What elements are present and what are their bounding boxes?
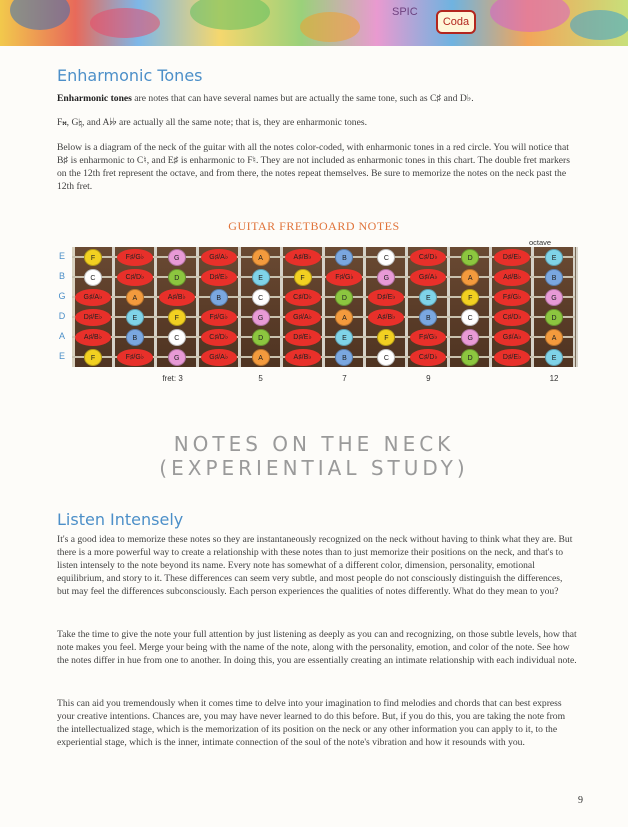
note-marker: D: [168, 269, 186, 286]
note-marker: A: [252, 249, 270, 266]
note-marker: D: [335, 289, 353, 306]
note-marker: G: [168, 249, 186, 266]
note-marker: E: [126, 309, 144, 326]
fret-wire: [322, 247, 325, 367]
string-label: G: [58, 291, 66, 301]
chapter-subtitle: (EXPERIENTIAL STUDY): [159, 456, 469, 480]
enharmonic-note-marker: A♯/B♭: [368, 309, 404, 326]
body-paragraph: It's a good idea to memorize these notes so they are instantaneously recognized on the neck without having to think what they are. But there is a more powerful way to create a relationship with these notes than to just memorize their positions on the neck, and that's to listen intensely to the note beyond its name. Every note has somewhat of a different color, dimension, personality, emotional equilibrium, and story to it. These differences can seem very subtle, and most people do not consciously distinguish the differences, but may feel the differences subconsciously. Each person experiences the qualities of notes differently. What do they mean to you?: [57, 534, 573, 597]
fret-wire: [238, 247, 241, 367]
string-label: E: [58, 351, 65, 361]
enharmonic-note-marker: D♯/E♭: [201, 269, 237, 286]
section-heading: Enharmonic Tones: [57, 66, 203, 85]
string-label: B: [58, 271, 65, 281]
enharmonic-note-marker: D♯/E♭: [494, 249, 530, 266]
note-marker: G: [377, 269, 395, 286]
chapter-title: NOTES ON THE NECK: [173, 432, 455, 456]
section-heading: Listen Intensely: [57, 510, 184, 529]
fret-wire: [573, 247, 578, 367]
enharmonic-note-marker: F♯/G♭: [117, 249, 153, 266]
diagram-description: Below is a diagram of the neck of the guitar with all the notes color-coded, with enharmonic tones in a red circle. You will notice that B♯ is enharmonic to C♮, and E♯ is enharmonic to F♮. They are not included as enharmonic tones in this chart. The double fret markers on the 12th fret represent the octave, and from there, the notes repeat themselves. Be sure to memorize the notes on the neck past the 12th fret.: [57, 142, 570, 192]
fret-wire: [405, 247, 408, 367]
guitar-neck: [72, 247, 578, 367]
note-marker: C: [168, 329, 186, 346]
note-marker: C: [461, 309, 479, 326]
note-marker: C: [252, 289, 270, 306]
enharmonic-note-marker: C♯/D♭: [285, 289, 321, 306]
decorative-banner: [0, 0, 628, 46]
scribble-shape: [570, 10, 628, 40]
note-marker: A: [335, 309, 353, 326]
enharmonic-note-marker: C♯/D♭: [494, 309, 530, 326]
enharmonic-note-marker: C♯/D♭: [117, 269, 153, 286]
string-label: E: [58, 251, 65, 261]
note-marker: G: [461, 329, 479, 346]
enharmonic-note-marker: C♯/D♭: [201, 329, 237, 346]
note-marker: E: [545, 349, 563, 366]
note-marker: B: [126, 329, 144, 346]
enharmonic-note-marker: A♯/B♭: [494, 269, 530, 286]
enharmonic-note-marker: F♯/G♭: [201, 309, 237, 326]
scribble-shape: [190, 0, 270, 30]
fret-wire: [154, 247, 157, 367]
fret-wire: [112, 247, 115, 367]
enharmonic-note-marker: A♯/B♭: [285, 349, 321, 366]
enharmonic-note-marker: G♯/A♭: [201, 249, 237, 266]
note-marker: F: [461, 289, 479, 306]
note-marker: G: [545, 289, 563, 306]
enharmonic-note-marker: A♯/B♭: [159, 289, 195, 306]
scribble-shape: [10, 0, 70, 30]
note-marker: B: [210, 289, 228, 306]
note-marker: E: [545, 249, 563, 266]
fretboard-title: GUITAR FRETBOARD NOTES: [228, 219, 400, 233]
scribble-shape: [300, 12, 360, 42]
enharmonic-note-marker: F♯/G♭: [117, 349, 153, 366]
note-marker: F: [84, 249, 102, 266]
body-paragraph: Take the time to give the note your full attention by just listening as deeply as you can and recognizing, on those subtle levels, how that note makes you feel. Merge your being with the name of the note, along with the personality, emotion, and color of the note. See how the notes differ in hue from one to another. In doing this, you are essentially creating an intimate relationship with each individual note.: [57, 629, 577, 666]
note-marker: B: [335, 349, 353, 366]
bold-term: Enharmonic tones: [57, 93, 132, 104]
note-marker: D: [545, 309, 563, 326]
enharmonic-example: F𝄪, G♮, and A♭♭ are actually all the same note; that is, they are enharmonic tones.: [57, 117, 367, 128]
enharmonic-note-marker: G♯/A♭: [410, 269, 446, 286]
enharmonic-note-marker: G♯/A♭: [75, 289, 111, 306]
enharmonic-note-marker: D♯/E♭: [368, 289, 404, 306]
fret-wire: [196, 247, 199, 367]
note-marker: A: [461, 269, 479, 286]
fret-number: fret: 3: [162, 374, 183, 383]
fret-number: 5: [258, 374, 263, 383]
definition-text: are notes that can have several names but are actually the same tone, such as C♯ and D♭.: [131, 93, 474, 104]
note-marker: F: [168, 309, 186, 326]
note-marker: F: [84, 349, 102, 366]
note-marker: A: [545, 329, 563, 346]
enharmonic-note-marker: D♯/E♭: [494, 349, 530, 366]
enharmonic-note-marker: A♯/B♭: [285, 249, 321, 266]
enharmonic-note-marker: G♯/A♭: [494, 329, 530, 346]
note-marker: B: [335, 249, 353, 266]
body-paragraph: This can aid you tremendously when it comes time to delve into your imagination to find melodies and chords that can best express your creative intentions. Chances are, you may have never learned to do this before. But, if you do this, you are taking the note from the intellectualized stage, which is the memorization of its position on the neck or any other information you can apply to it, to the experiential stage, which is the inner, intimate connection of the soul of the note's vibration and how it resounds with you.: [57, 698, 566, 748]
scribble-shape: [490, 0, 570, 32]
enharmonic-note-marker: D♯/E♭: [75, 309, 111, 326]
fret-wire: [447, 247, 450, 367]
banner-word: SPIC: [392, 6, 418, 18]
enharmonic-note-marker: A♯/B♭: [75, 329, 111, 346]
enharmonic-definition: [57, 92, 577, 105]
fret-wire: [363, 247, 366, 367]
enharmonic-note-marker: C♯/D♭: [410, 249, 446, 266]
octave-label: octave: [529, 238, 552, 247]
fret-number: 12: [549, 374, 559, 383]
note-marker: E: [252, 269, 270, 286]
note-marker: D: [461, 249, 479, 266]
enharmonic-note-marker: G♯/A♭: [201, 349, 237, 366]
fret-number: 7: [342, 374, 347, 383]
enharmonic-note-marker: F♯/G♭: [494, 289, 530, 306]
note-marker: F: [377, 329, 395, 346]
enharmonic-note-marker: F♯/G♭: [326, 269, 362, 286]
enharmonic-note-marker: G♯/A♭: [285, 309, 321, 326]
note-marker: G: [168, 349, 186, 366]
fret-wire: [280, 247, 283, 367]
enharmonic-note-marker: F♯/G♭: [410, 329, 446, 346]
note-marker: F: [294, 269, 312, 286]
fret-wire: [531, 247, 534, 367]
note-marker: G: [252, 309, 270, 326]
page-number: 9: [578, 795, 583, 806]
enharmonic-note-marker: D♯/E♭: [285, 329, 321, 346]
note-marker: C: [377, 249, 395, 266]
note-marker: C: [377, 349, 395, 366]
string-label: A: [58, 331, 65, 341]
note-marker: B: [419, 309, 437, 326]
fret-wire: [489, 247, 492, 367]
string-label: D: [58, 311, 66, 321]
note-marker: D: [252, 329, 270, 346]
note-marker: A: [252, 349, 270, 366]
enharmonic-note-marker: C♯/D♭: [410, 349, 446, 366]
coda-sign: Coda: [436, 10, 476, 34]
note-marker: A: [126, 289, 144, 306]
note-marker: D: [461, 349, 479, 366]
note-marker: C: [84, 269, 102, 286]
fret-number: 9: [426, 374, 431, 383]
note-marker: E: [335, 329, 353, 346]
note-marker: E: [419, 289, 437, 306]
scribble-shape: [90, 8, 160, 38]
note-marker: B: [545, 269, 563, 286]
